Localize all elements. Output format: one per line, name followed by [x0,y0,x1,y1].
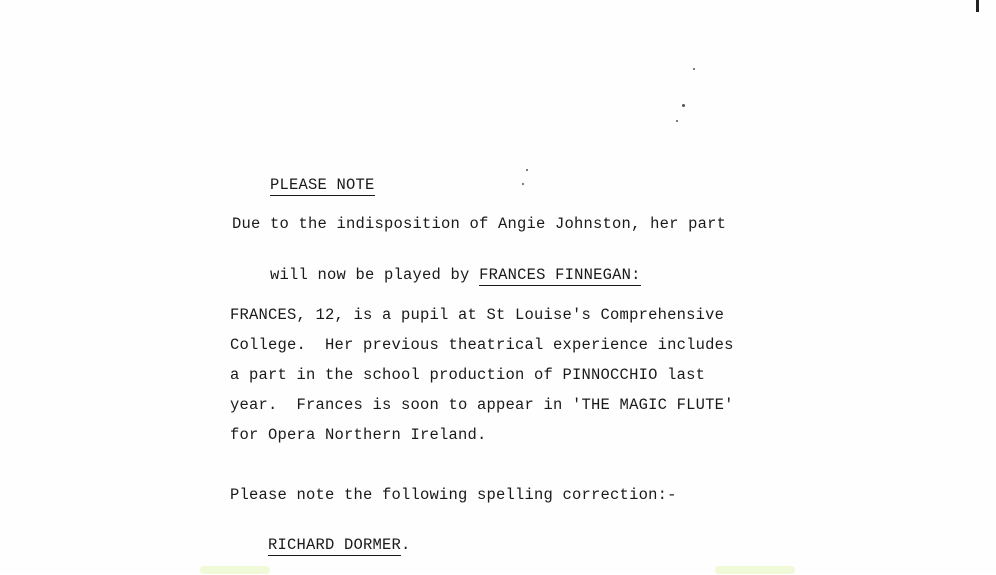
para3-line2 [230,515,411,575]
para2-line: FRANCES, 12, is a pupil at St Louise's Comprehensive [230,306,725,324]
scan-tint [715,566,795,574]
para1-line2 [232,245,641,305]
para2-line: a part in the school production of PINNOCCHIO last [230,366,706,384]
scan-speck [526,169,528,171]
para3-line1: Please note the following spelling correction:- [230,486,677,504]
replacement-actor-name: FRANCES FINNEGAN: [479,266,641,284]
para2-line: for Opera Northern Ireland. [230,426,487,444]
notice-heading-text: PLEASE NOTE [270,176,375,194]
corrected-name-suffix: . [401,536,411,554]
scan-speck [693,68,695,70]
para2-line: year. Frances is soon to appear in 'THE MAGIC FLUTE' [230,396,734,414]
scan-edge-mark [976,0,979,12]
scan-speck [676,120,678,122]
notice-heading [232,155,375,215]
para2-line: College. Her previous theatrical experience includes [230,336,734,354]
para1-line2-text: will now be played by [270,266,480,284]
corrected-name: RICHARD DORMER [268,536,402,554]
scan-speck [682,104,685,107]
para1-line1: Due to the indisposition of Angie Johnston, her part [232,215,727,233]
scan-speck [522,183,524,185]
